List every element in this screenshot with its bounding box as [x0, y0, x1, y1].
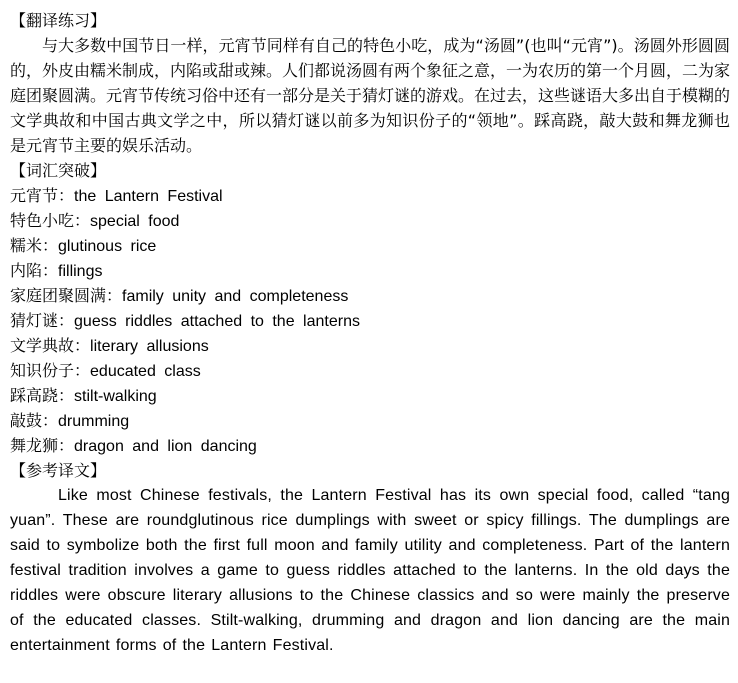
vocab-term-en: educated class: [90, 363, 201, 380]
vocab-term-en: the Lantern Festival: [74, 188, 223, 205]
vocab-item: [10, 258, 730, 283]
vocab-item: [10, 358, 730, 383]
vocab-term-zh: 文学典故：: [10, 336, 91, 355]
vocab-term-zh: 踩高跷：: [10, 386, 75, 405]
vocab-item: [10, 183, 730, 208]
vocab-term-en: family unity and completeness: [122, 288, 349, 305]
vocab-term-en: literary allusions: [90, 338, 209, 355]
section-heading-translation-exercise: 【翻译练习】: [10, 11, 107, 30]
vocab-term-en: dragon and lion dancing: [74, 438, 257, 455]
vocab-item: [10, 383, 730, 408]
vocab-item: [10, 208, 730, 233]
vocab-term-zh: 舞龙狮：: [10, 436, 75, 455]
vocab-item: [10, 433, 730, 458]
vocab-term-en: guess riddles attached to the lanterns: [74, 313, 360, 330]
section-heading-reference-translation: 【参考译文】: [10, 461, 107, 480]
vocab-term-en: stilt-walking: [74, 388, 157, 405]
vocab-item: [10, 283, 730, 308]
vocab-term-zh: 猜灯谜：: [10, 311, 75, 330]
vocab-item: [10, 408, 730, 433]
chinese-passage: 与大多数中国节日一样，元宵节同样有自己的特色小吃，成为“汤圆”(也叫“元宵”)。汤圆外形圆圆的，外皮由糯米制成，内陷或甜或辣。人们都说汤圆有两个象征之意，一为农历的第一个月圆，二为家庭团聚圆满。元宵节传统习俗中还有一部分是关于猜灯谜的游戏。在过去，这些谜语大多出自于模糊的文学典故和中国古典文学之中，所以猜灯谜以前多为知识份子的“领地”。踩高跷，敲大鼓和舞龙狮也是元宵节主要的娱乐活动。: [10, 36, 731, 155]
vocab-term-en: fillings: [58, 263, 103, 280]
vocab-term-zh: 知识份子：: [10, 361, 91, 380]
vocabulary-list: [10, 183, 730, 458]
vocab-term-zh: 特色小吃：: [10, 211, 91, 230]
vocab-term-en: drumming: [58, 413, 130, 430]
vocab-term-zh: 家庭团聚圆满：: [10, 286, 123, 305]
vocab-term-zh: 元宵节：: [10, 186, 75, 205]
vocab-item: [10, 333, 730, 358]
vocab-term-zh: 敲鼓：: [10, 411, 59, 430]
vocab-term-en: special food: [90, 213, 180, 230]
vocab-item: [10, 308, 730, 333]
document-page: [10, 8, 730, 658]
vocab-term-zh: 糯米：: [10, 236, 59, 255]
vocab-term-zh: 内陷：: [10, 261, 59, 280]
vocab-term-en: glutinous rice: [58, 238, 157, 255]
vocab-item: [10, 233, 730, 258]
section-heading-vocabulary: 【词汇突破】: [10, 161, 107, 180]
english-passage: Like most Chinese festivals, the Lantern Festival has its own special food, called “tang yuan”. These are roundglutinous rice dumplings with sweet or spicy fillings. The dumplings are said to symbolize both the first full moon and family utility and completeness. Part of the lantern festival tradition involves a game to guess riddles attached to the lanterns. In the old days the riddles were obscure literary allusions to the Chinese classics and so were mainly the preserve of the educated classes. Stilt-walking, drumming and dragon and lion dancing are the main entertainment forms of the Lantern Festival.: [10, 487, 730, 654]
